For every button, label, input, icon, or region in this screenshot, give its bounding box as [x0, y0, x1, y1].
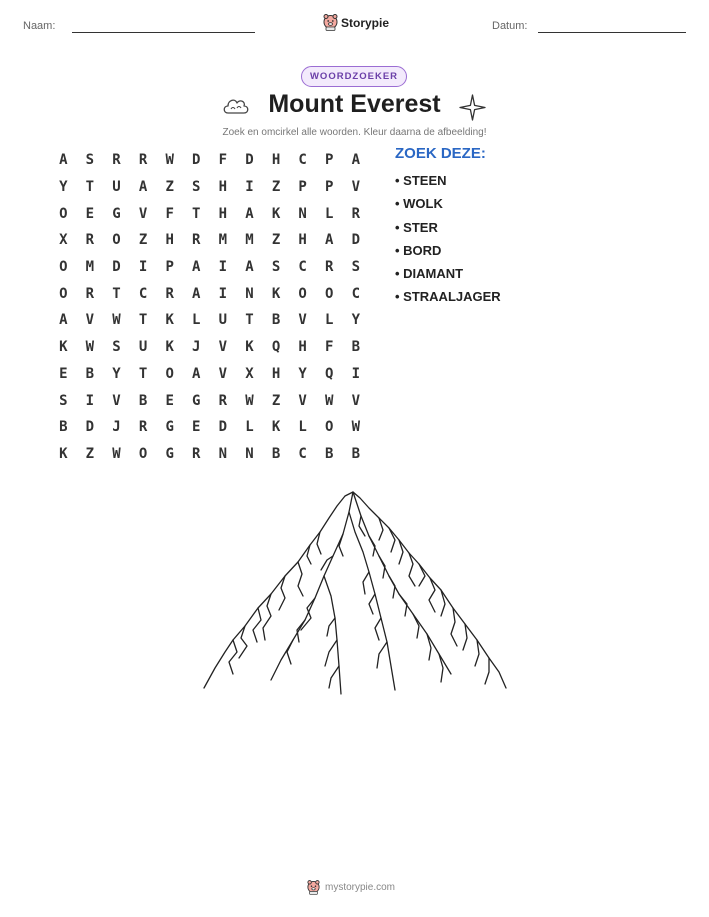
grid-cell[interactable]: B — [351, 445, 361, 462]
grid-cell[interactable]: K — [59, 445, 68, 462]
word-item: • DIAMANT — [395, 266, 464, 282]
grid-cell[interactable]: L — [325, 312, 334, 329]
grid-cell[interactable]: U — [218, 312, 228, 329]
grid-cell[interactable]: B — [271, 445, 281, 462]
grid-cell[interactable]: E — [59, 365, 68, 382]
grid-row — [50, 280, 369, 307]
grid-cell[interactable]: Z — [271, 392, 281, 409]
grid-cell[interactable]: W — [112, 312, 121, 329]
grid-cell[interactable]: T — [138, 312, 148, 329]
grid-cell[interactable]: S — [192, 179, 201, 196]
grid-cell[interactable]: A — [59, 152, 68, 169]
grid-cell[interactable]: I — [138, 259, 148, 276]
grid-cell[interactable]: M — [218, 232, 228, 249]
grid-cell[interactable]: O — [59, 285, 68, 302]
grid-cell[interactable]: N — [245, 445, 254, 462]
grid-row — [50, 414, 369, 441]
grid-cell[interactable]: K — [271, 419, 281, 436]
mountain-illustration[interactable] — [203, 490, 507, 702]
footer — [307, 880, 395, 895]
grid-cell[interactable]: Z — [271, 232, 281, 249]
grid-cell[interactable]: M — [85, 259, 95, 276]
grid-cell[interactable]: L — [245, 419, 254, 436]
grid-cell[interactable]: G — [192, 392, 201, 409]
grid-cell[interactable]: A — [245, 205, 254, 222]
grid-cell[interactable]: R — [85, 232, 95, 249]
grid-cell[interactable]: O — [298, 285, 307, 302]
grid-cell[interactable]: J — [192, 339, 201, 356]
word-item: • STEEN — [395, 173, 447, 188]
grid-cell[interactable]: E — [85, 205, 95, 222]
grid-cell[interactable]: S — [351, 259, 361, 276]
grid-cell[interactable]: B — [325, 445, 334, 462]
grid-cell[interactable]: R — [138, 152, 148, 169]
grid-cell[interactable]: X — [245, 365, 254, 382]
grid-cell[interactable]: N — [218, 445, 228, 462]
grid-cell[interactable]: I — [351, 365, 361, 382]
grid-cell[interactable]: O — [59, 205, 68, 222]
grid-cell[interactable]: O — [165, 365, 174, 382]
grid-cell[interactable]: H — [271, 152, 281, 169]
page-title: Mount Everest — [268, 90, 441, 118]
grid-cell[interactable]: E — [192, 419, 201, 436]
grid-row — [50, 441, 369, 468]
brand — [323, 14, 389, 31]
word-item: • STRAALJAGER — [395, 289, 501, 305]
grid-cell[interactable]: Y — [351, 312, 361, 329]
word-item: • BORD — [395, 242, 442, 258]
grid-cell[interactable]: R — [85, 285, 95, 302]
grid-cell[interactable]: Z — [85, 445, 95, 462]
grid-cell[interactable]: O — [138, 445, 148, 462]
grid-row — [50, 174, 369, 201]
grid-cell[interactable]: V — [138, 205, 148, 222]
grid-cell[interactable]: E — [165, 392, 174, 409]
word-item: • STER — [395, 219, 438, 235]
grid-cell[interactable]: R — [165, 285, 174, 302]
grid-cell[interactable]: G — [112, 205, 121, 222]
grid-cell[interactable]: K — [165, 312, 174, 329]
grid-cell[interactable]: H — [298, 339, 307, 356]
grid-cell[interactable]: W — [85, 339, 95, 356]
grid-cell[interactable]: H — [298, 232, 307, 249]
grid-cell[interactable]: U — [112, 179, 121, 196]
grid-cell[interactable]: D — [245, 152, 254, 169]
grid-cell[interactable]: Q — [325, 365, 334, 382]
grid-cell[interactable]: B — [138, 392, 148, 409]
grid-cell[interactable]: A — [192, 285, 201, 302]
grid-cell[interactable]: H — [218, 179, 228, 196]
grid-cell[interactable]: A — [325, 232, 334, 249]
grid-row — [50, 147, 369, 174]
grid-cell[interactable]: T — [192, 205, 201, 222]
grid-cell[interactable]: I — [85, 392, 95, 409]
grid-cell[interactable]: K — [271, 285, 281, 302]
grid-cell[interactable]: F — [165, 205, 174, 222]
grid-cell[interactable]: J — [112, 419, 121, 436]
grid-cell[interactable]: S — [112, 339, 121, 356]
grid-cell[interactable]: B — [59, 419, 68, 436]
grid-cell[interactable]: Z — [165, 179, 174, 196]
grid-cell[interactable]: Y — [59, 179, 68, 196]
grid-cell[interactable]: P — [325, 152, 334, 169]
word-list-title: ZOEK DEZE: — [395, 145, 486, 162]
grid-cell[interactable]: V — [218, 365, 228, 382]
grid-cell[interactable]: Q — [271, 339, 281, 356]
grid-cell[interactable]: R — [351, 205, 361, 222]
grid-cell[interactable]: K — [165, 339, 174, 356]
grid-cell[interactable]: R — [192, 232, 201, 249]
grid-cell[interactable]: I — [218, 285, 228, 302]
grid-cell[interactable]: S — [59, 392, 68, 409]
grid-cell[interactable]: S — [271, 259, 281, 276]
grid-cell[interactable]: D — [85, 419, 95, 436]
grid-cell[interactable]: L — [298, 419, 307, 436]
grid-row — [50, 227, 369, 254]
grid-cell[interactable]: G — [165, 419, 174, 436]
grid-cell[interactable]: L — [325, 205, 334, 222]
grid-cell[interactable]: G — [165, 445, 174, 462]
grid-cell[interactable]: N — [245, 285, 254, 302]
brand-name: Storypie — [341, 15, 390, 30]
grid-cell[interactable]: C — [298, 445, 307, 462]
grid-cell[interactable]: P — [165, 259, 174, 276]
grid-cell[interactable]: W — [112, 445, 121, 462]
grid-cell[interactable]: P — [325, 179, 334, 196]
grid-row — [50, 387, 369, 414]
grid-cell[interactable]: O — [325, 285, 334, 302]
grid-cell[interactable]: D — [112, 259, 121, 276]
storypie-logo-icon — [323, 14, 338, 31]
grid-cell[interactable]: F — [325, 339, 334, 356]
grid-cell[interactable]: T — [245, 312, 254, 329]
sparkle-icon — [459, 94, 486, 121]
grid-cell[interactable]: W — [165, 152, 174, 169]
grid-cell[interactable]: B — [271, 312, 281, 329]
grid-cell[interactable]: Y — [112, 365, 121, 382]
grid-cell[interactable]: Z — [138, 232, 148, 249]
grid-cell[interactable]: R — [218, 392, 228, 409]
grid-cell[interactable]: A — [59, 312, 68, 329]
grid-cell[interactable]: R — [138, 419, 148, 436]
grid-cell[interactable]: O — [325, 419, 334, 436]
grid-row — [50, 307, 369, 334]
grid-cell[interactable]: R — [112, 152, 121, 169]
grid-cell[interactable]: C — [138, 285, 148, 302]
grid-cell[interactable]: O — [112, 232, 121, 249]
grid-cell[interactable]: P — [298, 179, 307, 196]
grid-cell[interactable]: V — [112, 392, 121, 409]
grid-cell[interactable]: K — [271, 205, 281, 222]
grid-cell[interactable]: M — [245, 232, 254, 249]
grid-cell[interactable]: C — [298, 152, 307, 169]
date-label: Datum: — [492, 20, 528, 32]
grid-cell[interactable]: Y — [298, 365, 307, 382]
grid-cell[interactable]: V — [85, 312, 95, 329]
grid-cell[interactable]: O — [59, 259, 68, 276]
grid-cell[interactable]: B — [351, 339, 361, 356]
grid-row — [50, 361, 369, 388]
grid-cell[interactable]: A — [351, 152, 361, 169]
grid-cell[interactable]: N — [298, 205, 307, 222]
grid-cell[interactable]: T — [112, 285, 121, 302]
grid-cell[interactable]: V — [351, 179, 361, 196]
grid-cell[interactable]: V — [298, 392, 307, 409]
grid-cell[interactable]: L — [192, 312, 201, 329]
grid-row — [50, 334, 369, 361]
grid-cell[interactable]: D — [351, 232, 361, 249]
grid-cell[interactable]: A — [192, 259, 201, 276]
word-list — [395, 171, 501, 311]
grid-cell[interactable]: K — [59, 339, 68, 356]
footer-url[interactable]: mystorypie.com — [325, 882, 396, 893]
grid-cell[interactable]: R — [325, 259, 334, 276]
grid-cell[interactable]: W — [245, 392, 254, 409]
grid-cell[interactable]: H — [271, 365, 281, 382]
grid-cell[interactable]: W — [325, 392, 334, 409]
grid-cell[interactable]: X — [59, 232, 68, 249]
grid-cell[interactable]: R — [192, 445, 201, 462]
grid-cell[interactable]: W — [351, 419, 361, 436]
date-line — [538, 32, 686, 33]
instructions: Zoek en omcirkel alle woorden. Kleur daarna de afbeelding! — [222, 127, 487, 138]
grid-cell[interactable]: T — [85, 179, 95, 196]
grid-row — [50, 200, 369, 227]
grid-cell[interactable]: A — [245, 259, 254, 276]
word-item: • WOLK — [395, 196, 443, 212]
grid-cell[interactable]: B — [85, 365, 95, 382]
grid-cell[interactable]: I — [245, 179, 254, 196]
grid-cell[interactable]: D — [218, 419, 228, 436]
storypie-logo-icon — [307, 880, 320, 895]
grid-cell[interactable]: Z — [271, 179, 281, 196]
category-badge: WOORDZOEKER — [301, 66, 407, 87]
grid-cell[interactable]: H — [218, 205, 228, 222]
name-label: Naam: — [23, 20, 56, 32]
grid-cell[interactable]: C — [351, 285, 361, 302]
grid-cell[interactable]: V — [351, 392, 361, 409]
grid-cell[interactable]: C — [298, 259, 307, 276]
word-search-grid — [50, 147, 369, 467]
grid-cell[interactable]: S — [85, 152, 95, 169]
grid-cell[interactable]: V — [218, 339, 228, 356]
grid-cell[interactable]: I — [218, 259, 228, 276]
grid-cell[interactable]: V — [298, 312, 307, 329]
grid-cell[interactable]: K — [245, 339, 254, 356]
grid-row — [50, 254, 369, 281]
grid-cell[interactable]: D — [192, 152, 201, 169]
name-line — [72, 32, 255, 33]
grid-cell[interactable]: A — [138, 179, 148, 196]
grid-cell[interactable]: H — [165, 232, 174, 249]
grid-cell[interactable]: F — [218, 152, 228, 169]
grid-cell[interactable]: A — [192, 365, 201, 382]
grid-cell[interactable]: U — [138, 339, 148, 356]
grid-cell[interactable]: T — [138, 365, 148, 382]
